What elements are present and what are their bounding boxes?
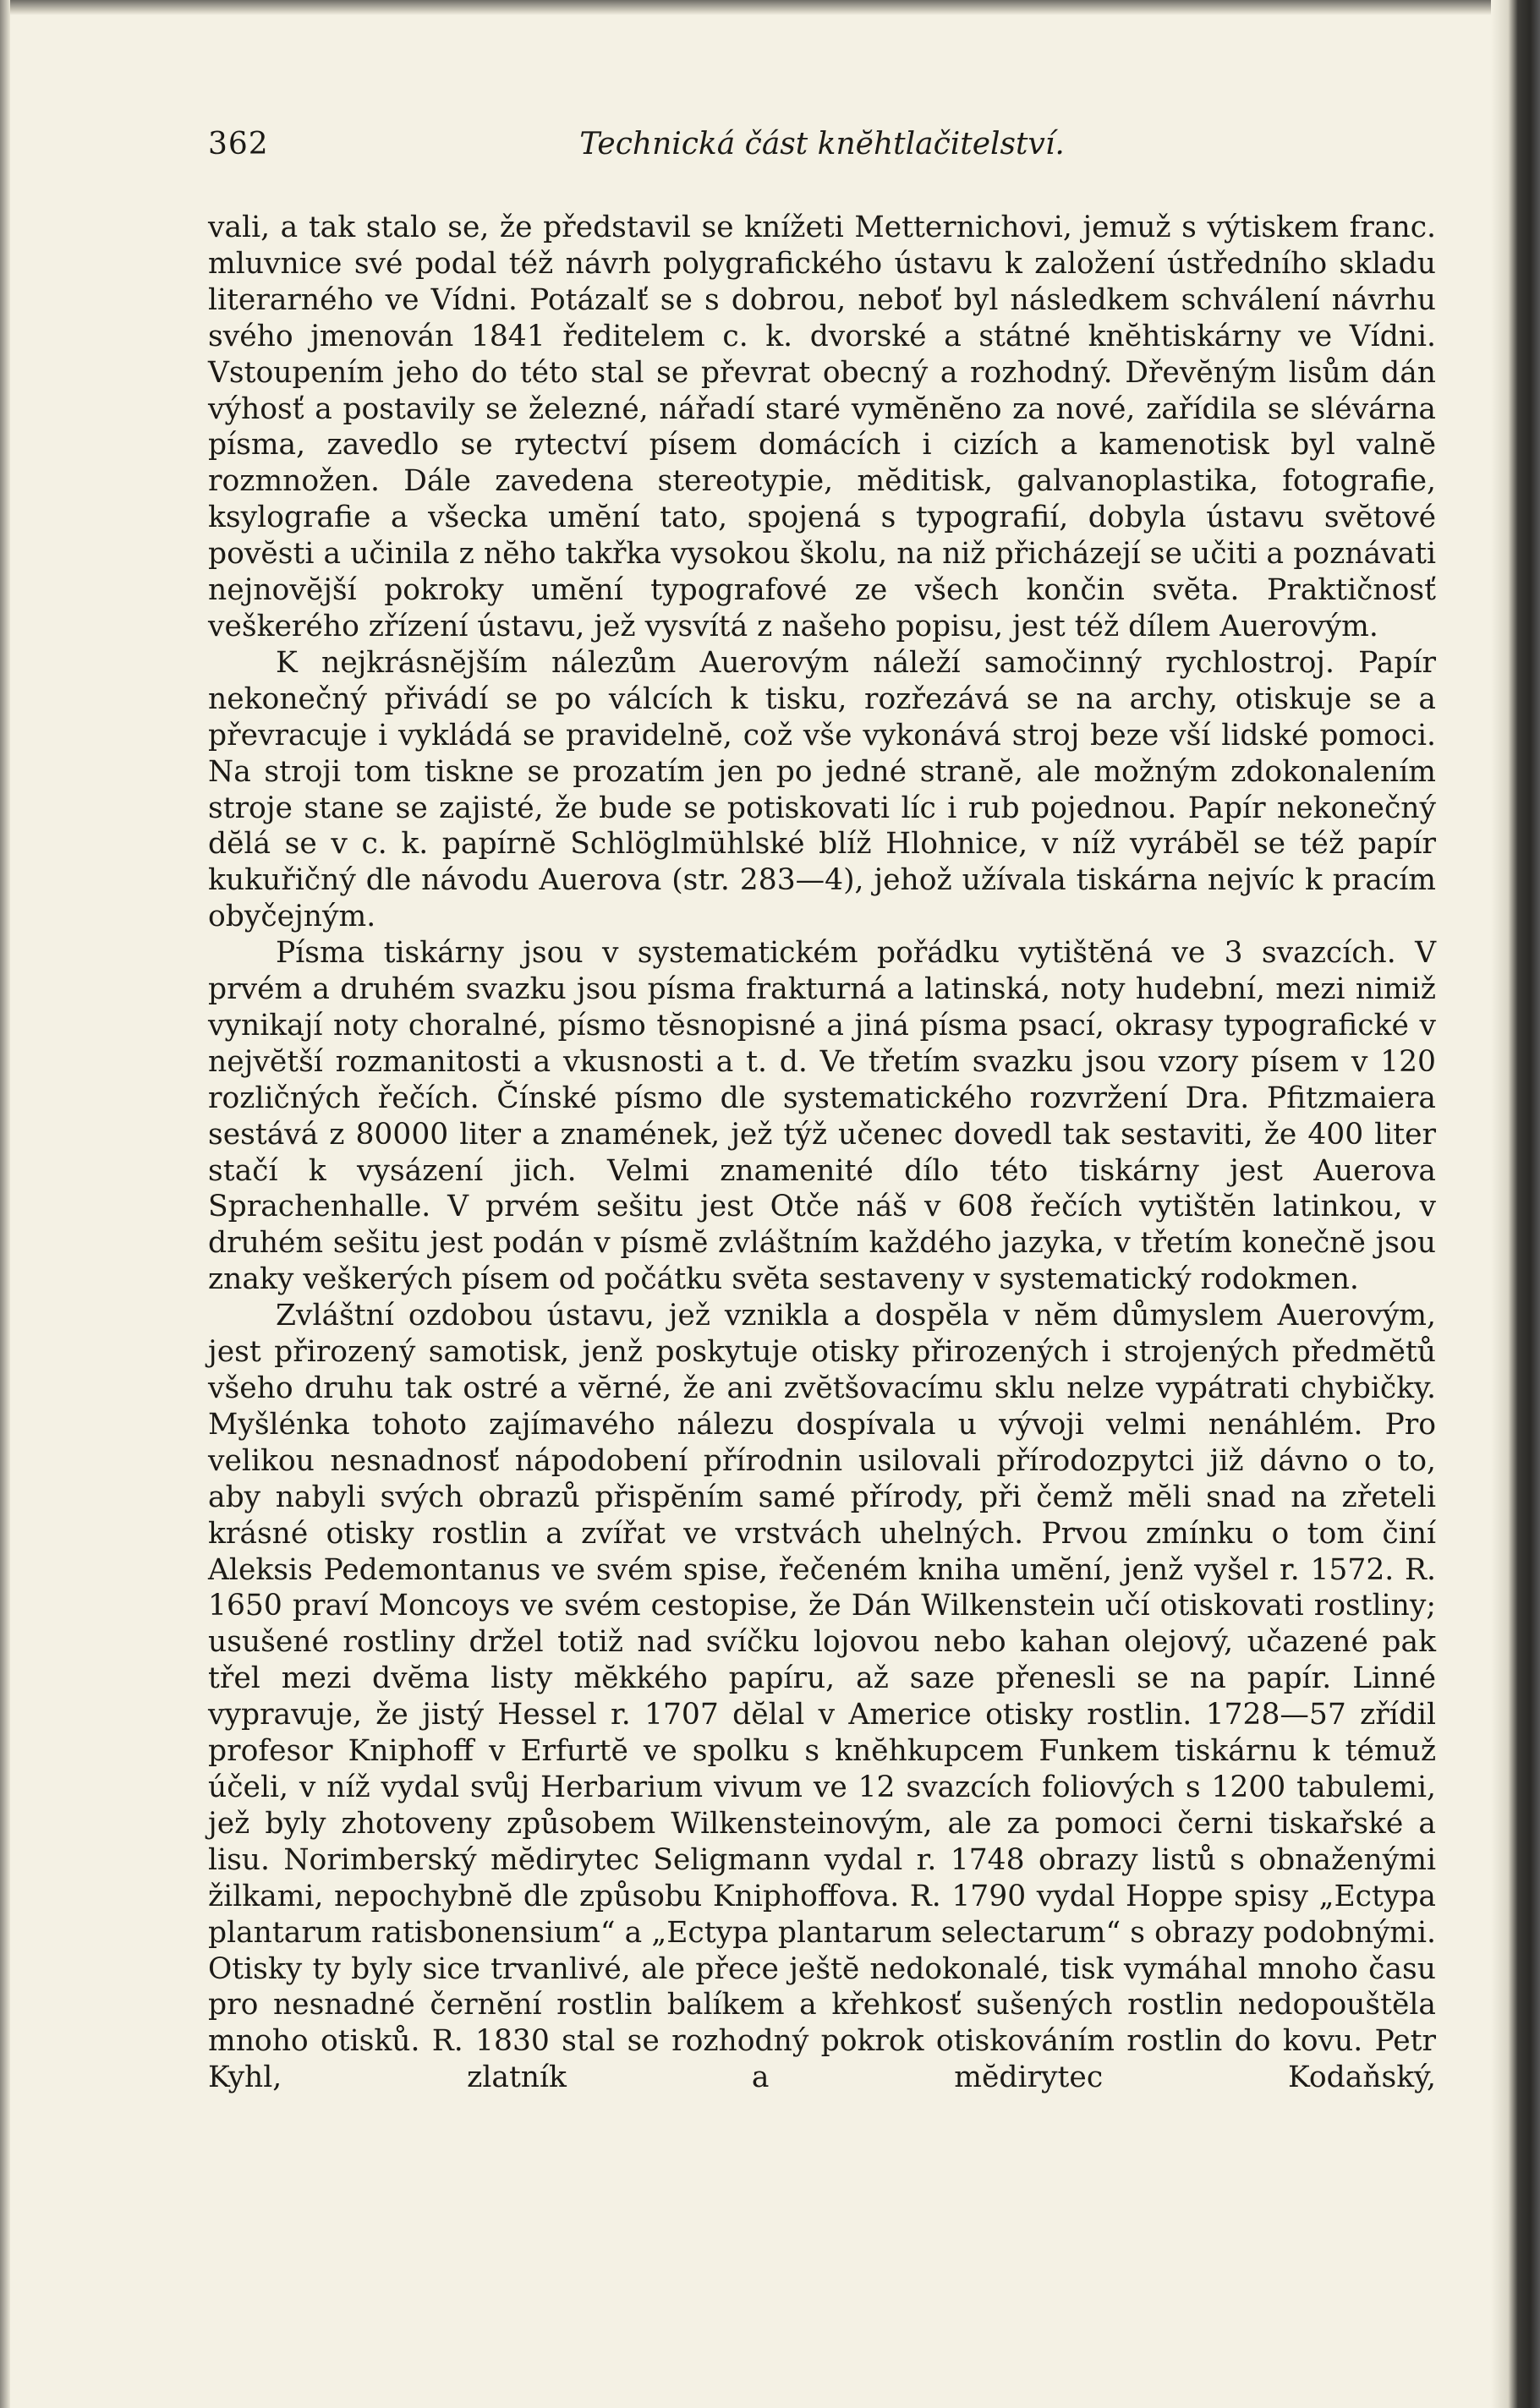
book-page <box>208 127 1436 2096</box>
scan-edge-left <box>0 0 10 2408</box>
paragraph-2: K nejkrásnĕjším nálezům Auerovým náleží samočinný rychlostroj. Papír nekonečný přivádí se po válcích k tisku, rozřezává se na archy, otiskuje se a převracuje i vykládá se pravidelnĕ, což vše vykonává stroj beze vší lidské pomoci. Na stroji tom tiskne se prozatím jen po jedné stranĕ, ale možným zdokonalením stroje stane se zajisté, že bude se potiskovati líc i rub pojednou. Papír nekonečný dĕlá se v c. k. papírnĕ Schlöglmühlské blíž Hlohnice, v níž vyrábĕl se též papír kukuřičný dle návodu Auerova (str. 283—4), jehož užívala tiskárna nejvíc k pracím obyčejným. <box>208 645 1436 934</box>
scan-edge-top <box>0 0 1540 15</box>
paragraph-4: Zvláštní ozdobou ústavu, jež vznikla a dospĕla v nĕm důmyslem Auerovým, jest přirozený samotisk, jenž poskytuje otisky přirozených i strojených předmĕtů všeho druhu tak ostré a vĕrné, že ani zvĕtšovacímu sklu nelze vypátrati chybičky. Myšlénka tohoto zajímavého nálezu dospívala u vývoji velmi nenáhlém. Pro velikou nesnadnosť nápodobení přírodnin usilovali přírodozpytci již dávno o to, aby nabyli svých obrazů přispĕním samé přírody, při čemž mĕli snad na zřeteli krásné otisky rostlin a zvířat ve vrstvách uhelných. Prvou zmínku o tom činí Aleksis Pedemontanus ve svém spise, řečeném kniha umĕní, jenž vyšel r. 1572. R. 1650 praví Moncoys ve svém cestopise, že Dán Wilkenstein učí otiskovati rostliny; usušené rostliny držel totiž nad svíčku lojovou nebo kahan olejový, učazené pak třel mezi dvĕma listy mĕkkého papíru, až saze přenesli se na papír. Linné vypravuje, že jistý Hessel r. 1707 dĕlal v Americe otisky rostlin. 1728—57 zřídil profesor Kniphoff v Erfurtĕ ve spolku s knĕhkupcem Funkem tiskárnu k témuž účeli, v níž vydal svůj Herbarium vivum ve 12 svazcích foliových s 1200 tabulemi, jež byly zhotoveny způsobem Wilkensteinovým, ale za pomoci černi tiskařské a lisu. Norimberský mĕdirytec Seligmann vydal r. 1748 obrazy listů s obnaženými žilkami, nepochybnĕ dle způsobu Kniphoffova. R. 1790 vydal Hoppe spisy „Ectypa plantarum ratisbonensium“ a „Ectypa plantarum selectarum“ s obrazy podobnými. Otisky ty byly sice trvanlivé, ale přece ještĕ nedokonalé, tisk vymáhal mnoho času pro nesnadné černĕní rostlin balíkem a křehkosť sušených rostlin nedopouštĕla mnoho otisků. R. 1830 stal se rozhodný pokrok otiskováním rostlin do kovu. Petr Kyhl, zlatník a mĕdirytec Kodaňský, <box>208 1299 1436 2095</box>
page-header <box>208 127 1436 178</box>
running-title: Technická část knĕhtlačitelství. <box>579 127 1065 161</box>
body-text <box>208 210 1436 2096</box>
page-number: 362 <box>208 127 269 161</box>
scan-edge-right <box>1491 0 1540 2408</box>
paragraph-3: Písma tiskárny jsou v systematickém pořádku vytištĕná ve 3 svazcích. V prvém a druhém svazku jsou písma frakturná a latinská, noty hudební, mezi nimiž vynikají noty choralné, písmo tĕsnopisné a jiná písma psací, okrasy typografické v nejvĕtší rozmanitosti a vkusnosti a t. d. Ve třetím svazku jsou vzory písem v 120 rozličných řečích. Čínské písmo dle systematického rozvržení Dra. Pfitzmaiera sestává z 80000 liter a znamének, jež týž učenec dovedl tak sestaviti, že 400 liter stačí k vysázení jich. Velmi znamenité dílo této tiskárny jest Auerova Sprachenhalle. V prvém sešitu jest Otče náš v 608 řečích vytištĕn latinkou, v druhém sešitu jest podán v písmĕ zvláštním každého jazyka, v třetím konečnĕ jsou znaky veškerých písem od počátku svĕta sestaveny v systematický rodokmen. <box>208 936 1436 1297</box>
paragraph-1: vali, a tak stalo se, že představil se knížeti Metternichovi, jemuž s výtiskem franc. mluvnice své podal též návrh polygrafického ústavu k založení ústředního skladu literarného ve Vídni. Potázalť se s dobrou, neboť byl následkem schválení návrhu svého jmenován 1841 ředitelem c. k. dvorské a státné knĕhtiskárny ve Vídni. Vstoupením jeho do této stal se převrat obecný a rozhodný. Dřevĕným lisům dán výhosť a postavily se železné, nářadí staré vymĕnĕno za nové, zařídila se slévárna písma, zavedlo se rytectví písem domácích i cizích a kamenotisk byl valnĕ rozmnožen. Dále zavedena stereotypie, mĕditisk, galvanoplastika, fotografie, ksylografie a všecka umĕní tato, spojená s typografií, dobyla ústavu svĕtové povĕsti a učinila z nĕho takřka vysokou školu, na niž přicházejí se učiti a poznávati nejnovĕjší pokroky umĕní typografové ze všech končin svĕta. Praktičnosť veškerého zřízení ústavu, jež vysvítá z našeho popisu, jest též dílem Auerovým. <box>208 211 1436 643</box>
